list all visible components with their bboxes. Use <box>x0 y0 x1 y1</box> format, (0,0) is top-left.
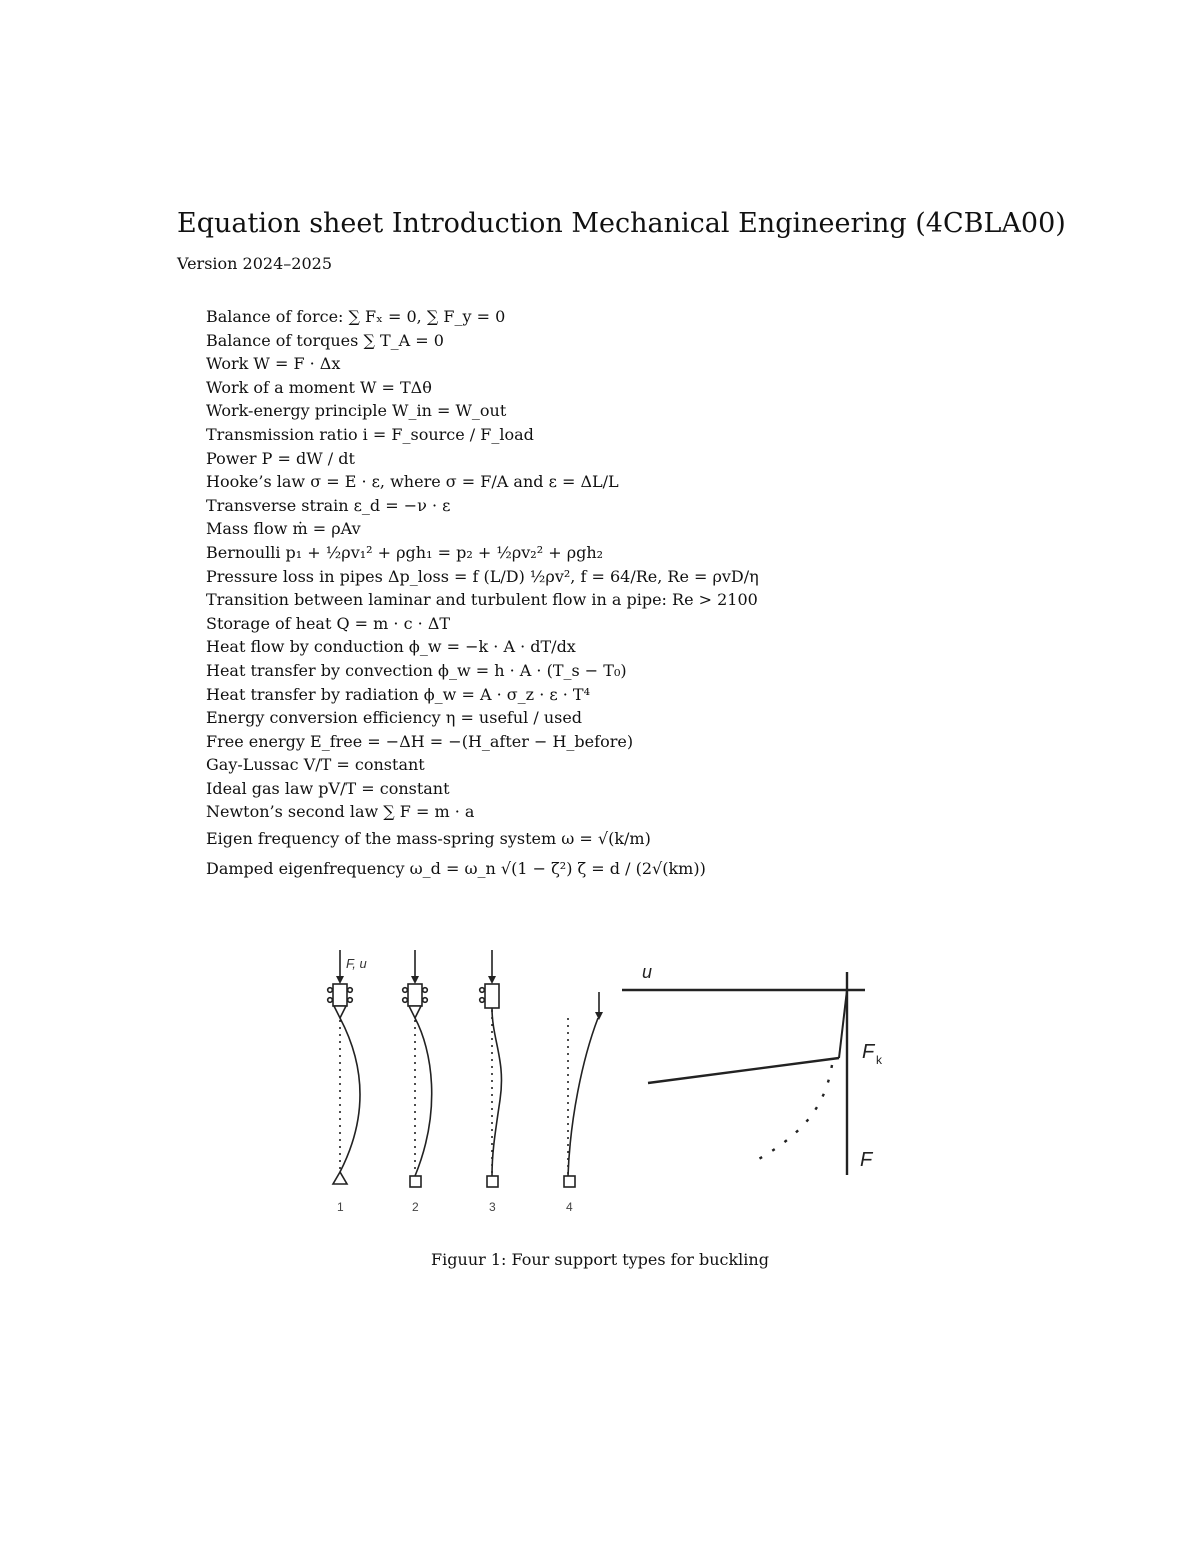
roller-2c <box>423 988 428 993</box>
clamp-3 <box>487 1176 498 1187</box>
top-hinge-2 <box>409 1006 421 1018</box>
equation-heat-conduction: Heat flow by conduction ϕ_w = −k · A · dT/dx <box>206 637 576 657</box>
equation-efficiency: Energy conversion efficiency η = useful / used <box>206 708 583 728</box>
equation-work: Work W = F · Δx <box>206 354 341 374</box>
equation-heat-radiation: Heat transfer by radiation ϕ_w = A · σ_z · ε · T⁴ <box>206 684 590 704</box>
equation-balance-of-force: Balance of force: ∑ Fₓ = 0, ∑ F_y = 0 <box>206 307 506 326</box>
u-label: u <box>642 962 653 982</box>
column-4 <box>564 992 603 1187</box>
guide-block-3 <box>485 984 499 1008</box>
roller-2b <box>403 998 408 1003</box>
roller-3a <box>480 988 485 993</box>
buckled-shape-3 <box>492 1008 501 1176</box>
load-line <box>648 1058 839 1083</box>
equation-ideal-gas: Ideal gas law pV/T = constant <box>206 778 450 798</box>
support-number-1: 1 <box>337 1200 344 1214</box>
load-label: F, u <box>346 956 367 971</box>
f-label: F <box>860 1149 873 1171</box>
support-number-4: 4 <box>566 1200 573 1214</box>
version-label: Version 2024–2025 <box>177 254 332 273</box>
roller-2a <box>403 988 408 993</box>
figure-caption: Figuur 1: Four support types for buckling <box>431 1250 769 1269</box>
bottom-hinge-1 <box>333 1172 347 1184</box>
buckling-diagram <box>320 940 900 1230</box>
roller-1b <box>328 998 333 1003</box>
fk-subscript: k <box>876 1053 882 1067</box>
equation-list <box>206 305 759 884</box>
equation-hookes-law: Hooke’s law σ = E · ε, where σ = F/A and ε = ΔL/L <box>206 472 619 492</box>
document-title: Equation sheet Introduction Mechanical Engineering (4CBLA00) <box>177 208 1066 239</box>
equation-work-energy: Work-energy principle W_in = W_out <box>206 401 507 421</box>
equation-laminar-turbulent: Transition between laminar and turbulent flow in a pipe: Re > 2100 <box>206 590 758 610</box>
equation-transverse-strain: Transverse strain ε_d = −ν · ε <box>206 495 451 515</box>
clamp-4 <box>564 1176 575 1187</box>
top-hinge-1 <box>334 1006 346 1018</box>
arrow-head-4 <box>595 1012 603 1020</box>
equation-balance-of-torques: Balance of torques ∑ T_A = 0 <box>206 330 444 350</box>
roller-1d <box>348 998 353 1003</box>
arrow-head-3 <box>488 976 496 984</box>
equation-eigen-frequency: Eigen frequency of the mass-spring system ω = √(k/m) <box>206 829 651 849</box>
column-2 <box>403 950 432 1187</box>
equation-pressure-loss: Pressure loss in pipes Δp_loss = f (L/D) ½ρv², f = 64/Re, Re = ρvD/η <box>206 566 759 586</box>
equation-heat-convection: Heat transfer by convection ϕ_w = h · A · (T_s − T₀) <box>206 660 627 680</box>
roller-2d <box>423 998 428 1003</box>
equation-gay-lussac: Gay-Lussac V/T = constant <box>206 755 425 775</box>
guide-block-1 <box>333 984 347 1006</box>
support-number-3: 3 <box>489 1200 496 1214</box>
support-number-2: 2 <box>412 1200 419 1214</box>
clamp-2 <box>410 1176 421 1187</box>
equation-newton-second-law: Newton’s second law ∑ F = m · a <box>206 802 475 822</box>
roller-3b <box>480 998 485 1003</box>
roller-1c <box>348 988 353 993</box>
buckling-figure <box>320 940 900 1230</box>
buckled-shape-2 <box>415 1018 432 1176</box>
arrow-head-1 <box>336 976 344 984</box>
column-3 <box>480 950 502 1187</box>
buckled-shape-4 <box>568 1018 598 1176</box>
column-1 <box>328 950 360 1184</box>
load-displacement-graph <box>622 972 865 1175</box>
equation-damped-eigenfrequency: Damped eigenfrequency ω_d = ω_n √(1 − ζ²) ζ = d / (2√(km)) <box>206 859 706 879</box>
arrow-head-2 <box>411 976 419 984</box>
equation-free-energy: Free energy E_free = −ΔH = −(H_after − H_before) <box>206 731 634 751</box>
equation-work-of-moment: Work of a moment W = TΔθ <box>206 377 432 397</box>
equation-power: Power P = dW / dt <box>206 448 355 468</box>
equation-bernoulli: Bernoulli p₁ + ½ρv₁² + ρgh₁ = p₂ + ½ρv₂² + ρgh₂ <box>206 542 604 562</box>
imperfect-path <box>757 1065 832 1160</box>
equation-mass-flow: Mass flow ṁ = ρAv <box>206 519 361 539</box>
roller-1a <box>328 988 333 993</box>
guide-block-2 <box>408 984 422 1006</box>
equation-heat-storage: Storage of heat Q = m · c · ΔT <box>206 613 451 633</box>
buckled-shape-1 <box>340 1018 360 1172</box>
equation-transmission-ratio: Transmission ratio i = F_source / F_load <box>206 424 534 444</box>
fk-label: F <box>862 1041 875 1063</box>
